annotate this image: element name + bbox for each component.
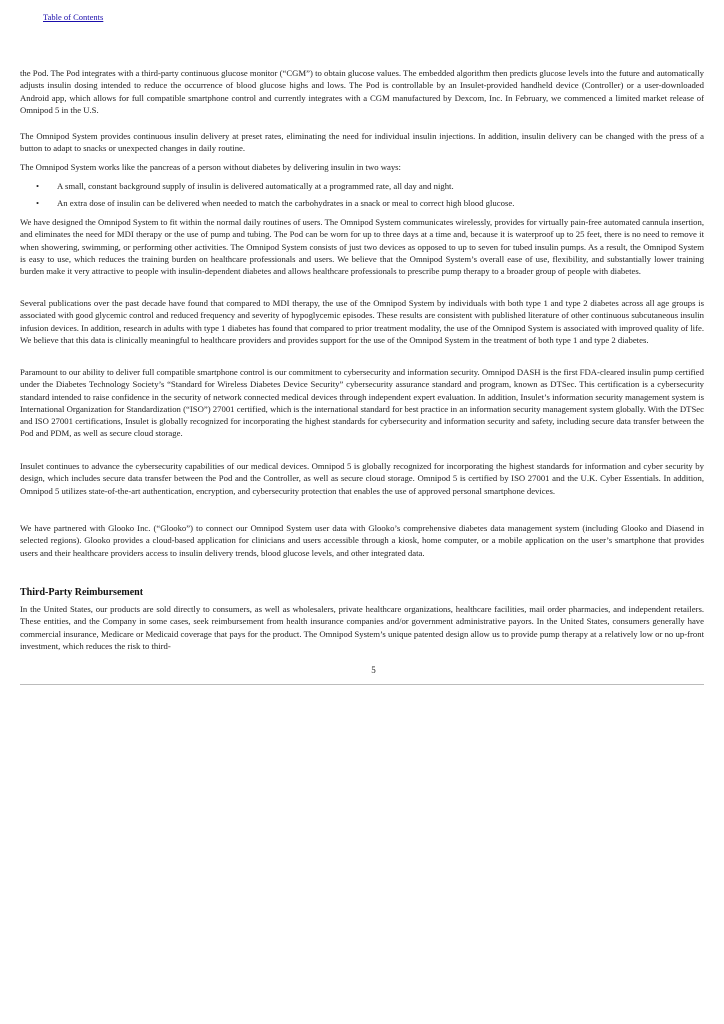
paragraph-glooko: We have partnered with Glooko Inc. (“Glooko”) to connect our Omnipod System user data with Glooko’s comprehensive diabetes data management system (including Glooko and Diasend in selected regions). Glooko provides a cloud-based application for clinicians and users accessible through a kiosk, home computer, or a mobile application on the user’s smartphone that provides users and their healthcare providers access to insulin delivery trends, blood glucose levels, and other integrated data. [20,523,704,558]
bullet-icon: • [36,181,40,191]
paragraph-omnipod5-security: Insulet continues to advance the cybersecurity capabilities of our medical devices. Omnipod 5 is globally recognized for incorporating the highest standards for information and cyber security by design, which includes secure data transfer between the Pod and the Controller, as well as secure cloud storage. Omnipod 5 is certified by ISO 27001 and the U.K. Cyber Essentials. In addition, Omnipod 5 utilizes state-of-the-art authentication, encryption, and cybersecurity protection that enables the use of approved personal smartphone devices. [20,461,704,496]
section-heading-reimbursement: Third-Party Reimbursement [20,587,144,598]
paragraph-omnipod5-intro: the Pod. The Pod integrates with a third-party continuous glucose monitor (“CGM”) to obtain glucose values. The embedded algorithm then predicts glucose levels into the future and automatically adjusts insulin dosing intended to reduce the occurrence of blood glucose highs and lows. The Pod is controllable by an Insulet-provided handheld device (Controller) or a user-downloaded Android app, which allows for full compatible smartphone control and currently integrates with a CGM manufactured by Dexcom, Inc. In February, we commenced a limited market release of Omnipod 5 in the U.S. [20,68,704,115]
paragraph-pancreas: The Omnipod System works like the pancreas of a person without diabetes by delivering insulin in two ways: [20,162,401,172]
paragraph-reimbursement: In the United States, our products are sold directly to consumers, as well as wholesalers, private healthcare organizations, healthcare facilities, mail order pharmacies, and independent retailers. These entities, and the Company in some cases, seek reimbursement from health insurance companies and/or government administrative payors. In the United States, consumers generally have commercial insurance, Medicare or Medicaid coverage that pays for the product. The Omnipod System’s unique patented design allow us to provide pump therapy at a relatively low or no up-front investment, which reduces the risk to third- [20,604,704,651]
bullet-item [36,180,704,192]
paragraph-publications: Several publications over the past decade have found that compared to MDI therapy, the use of the Omnipod System by individuals with both type 1 and type 2 diabetes across all age groups is associated with good glycemic control and reduced frequency and severity of hypoglycemic episodes. These results are consistent with published literature of other continuous subcutaneous insulin infusion devices. In addition, research in adults with type 1 diabetes has found that compared to prior treatment modality, the use of the Omnipod System is associated with improved quality of life. We believe that this data is clinically meaningful to healthcare providers and provides support for the use of the Omnipod System in the treatment of both type 1 and type 2 diabetes. [20,298,704,345]
paragraph-continuous-delivery: The Omnipod System provides continuous insulin delivery at preset rates, eliminating the need for individual insulin injections. In addition, insulin delivery can be changed with the press of a button to adapt to snacks or unexpected changes in daily routine. [20,131,704,154]
page-divider [20,684,704,685]
bullet-icon: • [36,198,40,208]
paragraph-cybersecurity: Paramount to our ability to deliver full compatible smartphone control is our commitment to cybersecurity and information security. Omnipod DASH is the first FDA-cleared insulin pump certified under the Diabetes Technology Society’s “Standard for Wireless Diabetes Device Security” cybersecurity assurance standard and program, known as DTSec. This certification is a cybersecurity standard intended to raise confidence in the security of network connected medical devices through independent expert evaluation. In addition, Insulet’s information security management system is International Organization for Standardization (“ISO”) 27001 certified, which is the international standard for best practice in an information security management system globally. With the DTSec and ISO 27001 certifications, Insulet is globally recognized for incorporating the highest standards for cybersecurity and information security and safety, including secure data transfer between the Pod and PDM, as well as secure cloud storage. [20,367,704,439]
bullet-text: An extra dose of insulin can be delivered when needed to match the carbohydrates in a snack or meal to correct high blood glucose. [57,198,515,208]
paragraph-design: We have designed the Omnipod System to fit within the normal daily routines of users. The Omnipod System communicates wirelessly, provides for virtually pain-free automated cannula insertion, and eliminates the need for MDI therapy or the use of pump and tubing. The Pod can be worn for up to three days at a time and, because it is waterproof up to 25 feet, there is no need to remove it when showering, swimming, or performing other activities. The Omnipod System consists of just two devices as opposed to up to seven for tubed insulin pumps. As a result, the Omnipod System is easy to use, which reduces the training burden on healthcare professionals and users. We believe that the Omnipod System’s overall ease of use, flexibility, and substantially lower training burden make it very attractive to people with insulin-dependent diabetes and allows healthcare professionals to prescribe pump therapy to a broader group of people with diabetes. [20,217,705,277]
bullet-item [36,197,704,209]
bullet-text: A small, constant background supply of insulin is delivered automatically at a programmed rate, all day and night. [57,181,454,191]
table-of-contents-link[interactable]: Table of Contents [43,12,104,22]
page-number: 5 [371,665,376,675]
